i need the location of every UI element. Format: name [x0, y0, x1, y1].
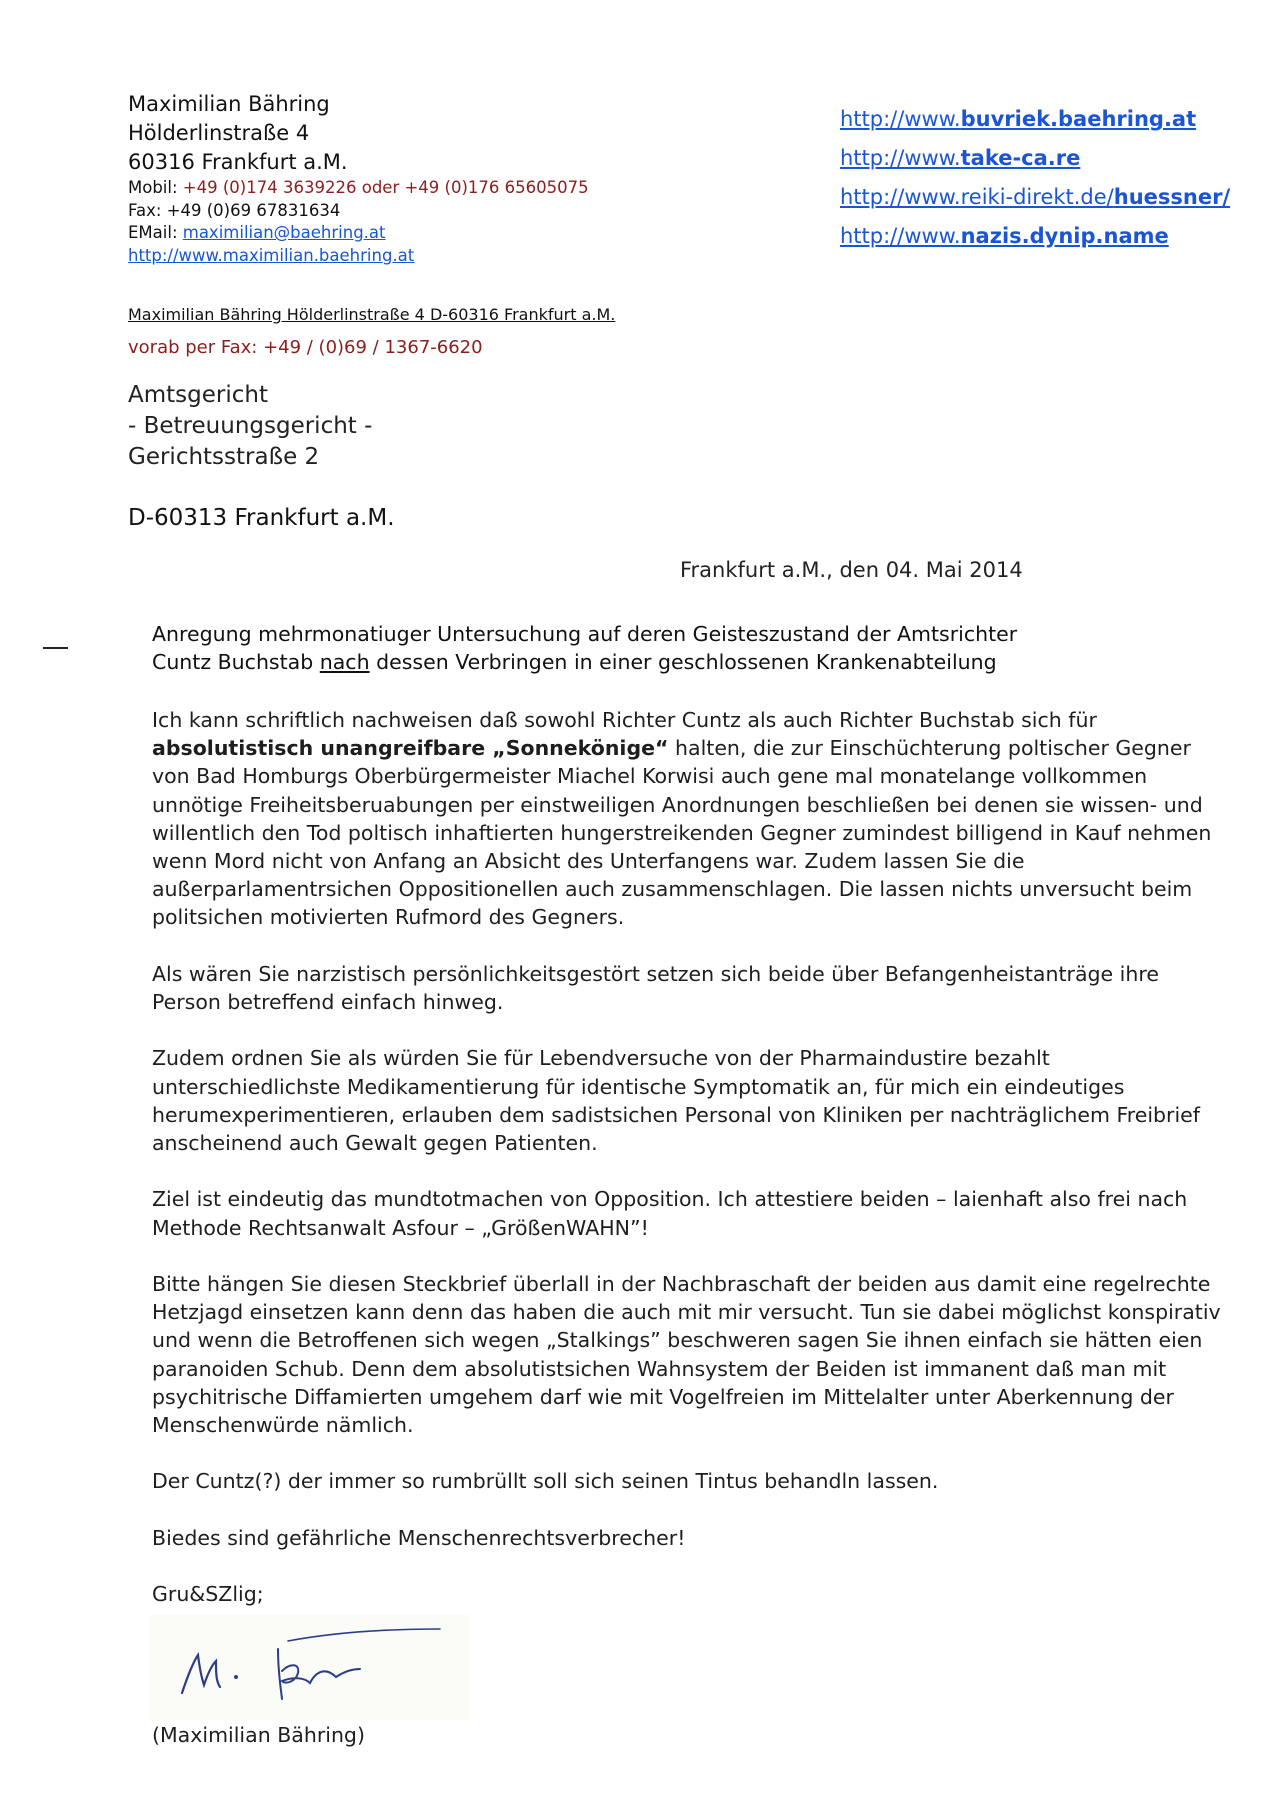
- link-reiki-direkt[interactable]: http://www.reiki-direkt.de/huessner/: [840, 185, 1231, 209]
- link-take-care[interactable]: http://www.take-ca.re: [840, 146, 1081, 170]
- letter-date: Frankfurt a.M., den 04. Mai 2014: [680, 558, 1023, 582]
- external-links: [840, 100, 1260, 256]
- subject-underlined-word: nach: [319, 650, 370, 674]
- website-link[interactable]: http://www.maximilian.baehring.at: [128, 245, 415, 265]
- letter-body: [152, 706, 1222, 1637]
- recipient-block: [128, 380, 372, 473]
- fax-label: Fax:: [128, 200, 162, 220]
- sender-block: [128, 90, 688, 267]
- return-address: Maximilian Bähring Hölderlinstraße 4 D-60316 Frankfurt a.M.: [128, 305, 616, 324]
- paragraph-6: Der Cuntz(?) der immer so rumbrüllt soll sich seinen Tintus behandln lassen.: [152, 1469, 939, 1494]
- paragraph-5: Bitte hängen Sie diesen Steckbrief überlall in der Nachbraschaft der beiden aus damit eine regelrechte Hetzjagd einsetzen kann denn das haben die auch mit mir versucht. Tun sie dabei möglichst konspirativ und wenn die Betroffenen sich wegen „Stalkings” beschweren sagen Sie ihnen einfach sie hätten eien paranoiden Schub. Denn dem absolutistsichen Wahnsystem der Beiden ist immanent daß man mit psychitrische Diffamierten umgehem darf wie mit Vogelfreien im Mittelalter unter Aberkennung der Menschenwürde nämlich.: [152, 1272, 1221, 1438]
- paragraph-2: Als wären Sie narzistisch persönlichkeitsgestört setzen sich beide über Befangenheistanträge ihre Person betreffend einfach hinweg.: [152, 961, 1159, 1015]
- recipient-city: D-60313 Frankfurt a.M.: [128, 505, 395, 531]
- advance-fax-number: +49 / (0)69 / 1367-6620: [263, 337, 483, 358]
- closing: Gru&SZlig;: [152, 1582, 264, 1607]
- fax-number: +49 (0)69 67831634: [166, 200, 341, 220]
- sender-city: 60316 Frankfurt a.M.: [128, 150, 348, 174]
- signer-name: (Maximilian Bähring): [152, 1723, 365, 1747]
- link-nazis-dynip[interactable]: http://www.nazis.dynip.name: [840, 224, 1169, 248]
- fold-mark: [43, 647, 68, 649]
- sender-email: [128, 222, 688, 245]
- advance-fax-label: vorab per Fax:: [128, 337, 258, 358]
- mobile-label: Mobil:: [128, 178, 178, 197]
- advance-fax-line: [128, 337, 483, 358]
- subject-line: [152, 620, 1212, 676]
- email-link[interactable]: maximilian@baehring.at: [182, 223, 386, 242]
- sender-mobile: [128, 177, 688, 200]
- paragraph-3: Zudem ordnen Sie als würden Sie für Lebendversuche von der Pharmaindustire bezahlt unterschiedlichste Medikamentierung für identische Symptomatik an, für mich ein eindeutiges herumexperimentieren, erlauben dem sadistsichen Personal von Kliniken per nachträglichem Freibrief anscheinend auch Gewalt gegen Patienten.: [152, 1046, 1200, 1156]
- paragraph-4: Ziel ist eindeutig das mundtotmachen von Opposition. Ich attestiere beiden – laienhaft also frei nach Methode Rechtsanwalt Asfour – „GrößenWAHN”!: [152, 1187, 1188, 1240]
- subject-line-2: Cuntz Buchstab nach dessen Verbringen in einer geschlossenen Krankenabteilung: [152, 650, 997, 674]
- mobile-number-1: +49 (0)174 3639226: [182, 178, 357, 197]
- email-label: EMail:: [128, 223, 178, 242]
- recipient-line-3: Gerichtsstraße 2: [128, 444, 320, 470]
- sender-website: [128, 245, 688, 268]
- sender-street: Hölderlinstraße 4: [128, 121, 310, 145]
- recipient-line-2: - Betreuungsgericht -: [128, 413, 373, 439]
- recipient-line-1: Amtsgericht: [128, 382, 268, 408]
- bold-phrase: absolutistisch unangreifbare „Sonnekönige“: [152, 736, 669, 761]
- sender-name: Maximilian Bähring: [128, 92, 330, 116]
- mobile-or: oder: [361, 178, 400, 197]
- sender-fax: [128, 200, 688, 223]
- subject-line-1: Anregung mehrmonatiuger Untersuchung auf deren Geisteszustand der Amtsrichter: [152, 622, 1018, 646]
- mobile-number-2: +49 (0)176 65605075: [404, 178, 589, 197]
- handwritten-signature: [150, 1615, 470, 1720]
- paragraph-1: Ich kann schriftlich nachweisen daß sowohl Richter Cuntz als auch Richter Buchstab sich für absolutistisch unangreifbare „Sonnekönige“ halten, die zur Einschüchterung poltischer Gegner von Bad Homburgs Oberbürgermeister Miachel Korwisi auch gene mal monatelange vollkommen unnötige Freiheitsberuabungen per einstweiligen Anordnungen beschließen bei denen sie wissen- und willentlich den Tod poltisch inhaftierten hungerstreikenden Gegner zumindest billigend in Kauf nehmen wenn Mord nicht von Anfang an Absicht des Unterfangens war. Zudem lassen Sie die außerparlamentrsichen Oppositionellen auch zusammenschlagen. Die lassen nichts unversucht beim politsichen motivierten Rufmord des Gegners.: [152, 708, 1212, 930]
- link-buvriek[interactable]: http://www.buvriek.baehring.at: [840, 107, 1197, 131]
- paragraph-7: Biedes sind gefährliche Menschenrechtsverbrecher!: [152, 1525, 686, 1550]
